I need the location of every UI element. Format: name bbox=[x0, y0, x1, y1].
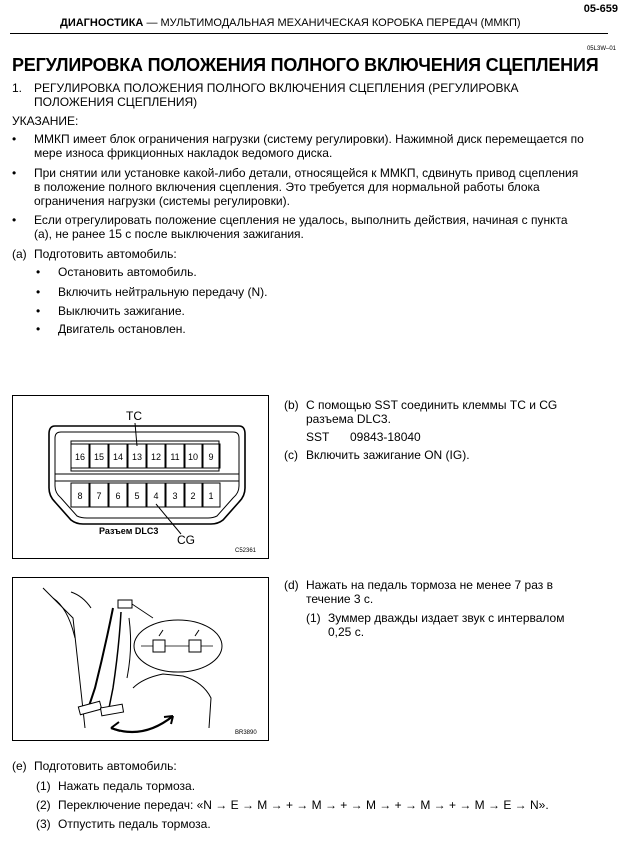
connector-caption: Разъем DLC3 bbox=[99, 526, 159, 536]
step-d-sub-number: (1) bbox=[306, 611, 321, 625]
step-e-item-number: (3) bbox=[36, 817, 51, 831]
pin-label: 5 bbox=[134, 491, 140, 501]
figure-code: C52361 bbox=[235, 548, 257, 554]
step-a-item-text: Выключить зажигание. bbox=[58, 304, 185, 318]
sst-value: 09843-18040 bbox=[350, 430, 421, 444]
hint-line: При снятии или установке какой-либо детали, относящейся к ММКП, сдвинуть привод сцепления bbox=[34, 166, 579, 180]
figure-code: BR3890 bbox=[235, 730, 257, 736]
dlc3-connector-drawing bbox=[13, 396, 268, 558]
pin-label: 14 bbox=[112, 452, 124, 462]
hint-item bbox=[12, 166, 612, 210]
step-c-text: Включить зажигание ON (IG). bbox=[306, 448, 470, 462]
switch-detail bbox=[153, 640, 165, 652]
pin-label: 13 bbox=[131, 452, 143, 462]
header-title: — МУЛЬТИМОДАЛЬНАЯ МЕХАНИЧЕСКАЯ КОРОБКА ПЕРЕДАЧ (ММКП) bbox=[143, 17, 521, 29]
step-e-label: (e) bbox=[12, 759, 27, 773]
hint-line: ММКП имеет блок ограничения нагрузки (систему регулировки). Нажимной диск перемещается по bbox=[34, 132, 584, 146]
hint-line: Если отрегулировать положение сцепления не удалось, выполнить действия, начиная с пункта bbox=[34, 213, 568, 227]
connector-rail bbox=[55, 474, 239, 481]
step-e-item-number: (1) bbox=[36, 779, 51, 793]
step-1-number: 1. bbox=[12, 81, 23, 95]
step-e-item-text: Отпустить педаль тормоза. bbox=[58, 817, 211, 831]
dlc3-figure bbox=[12, 395, 269, 559]
bullet: • bbox=[36, 285, 41, 299]
step-e-item-number: (2) bbox=[36, 798, 51, 812]
step-a-item bbox=[36, 304, 436, 320]
step-d-line: Нажать на педаль тормоза не менее 7 раз в bbox=[306, 578, 553, 592]
pin-label: 7 bbox=[96, 491, 102, 501]
pedal-drawing bbox=[13, 578, 268, 740]
bullet: • bbox=[12, 132, 17, 146]
step-a-item-text: Двигатель остановлен. bbox=[58, 322, 186, 336]
cg-leader-line bbox=[156, 504, 181, 534]
pin-label: 9 bbox=[208, 452, 214, 462]
switch-detail bbox=[189, 640, 201, 652]
brake-pedal-arm bbox=[89, 608, 113, 706]
step-b-label: (b) bbox=[284, 398, 299, 412]
hint-line: мере износа фрикционных накладок ведомого диска. bbox=[34, 146, 333, 160]
pedal-motion-arrow bbox=[111, 716, 173, 732]
step-b-line: С помощью SST соединить клеммы TC и CG bbox=[306, 398, 558, 412]
page-title: РЕГУЛИРОВКА ПОЛОЖЕНИЯ ПОЛНОГО ВКЛЮЧЕНИЯ СЦЕПЛЕНИЯ bbox=[12, 55, 599, 75]
top-pin-row bbox=[71, 441, 220, 471]
pin-label: 12 bbox=[150, 452, 162, 462]
pin-label: 2 bbox=[190, 491, 196, 501]
stop-lamp-switch bbox=[118, 600, 132, 608]
step-c-label: (c) bbox=[284, 448, 298, 462]
pin-label: 8 bbox=[77, 491, 83, 501]
bullet: • bbox=[36, 322, 41, 336]
hint-item bbox=[12, 132, 612, 162]
pin-label: 1 bbox=[208, 491, 214, 501]
step-d-line: течение 3 с. bbox=[306, 592, 374, 606]
pin-label: 10 bbox=[187, 452, 199, 462]
clutch-pedal-pad bbox=[100, 704, 123, 716]
hint-line: (а), не ранее 15 с после выключения зажигания. bbox=[34, 227, 304, 241]
sst-label: SST bbox=[306, 430, 330, 444]
bullet: • bbox=[36, 304, 41, 318]
bullet: • bbox=[12, 213, 17, 227]
bullet: • bbox=[12, 166, 17, 180]
hint-line: в положение полного включения сцепления. Это требуется для нормальной работы блока bbox=[34, 180, 540, 194]
header-section: ДИАГНОСТИКА bbox=[60, 17, 144, 29]
pin-label: 16 bbox=[74, 452, 86, 462]
document-code: 05L3W–01 bbox=[586, 46, 616, 52]
bottom-pin-row bbox=[71, 483, 220, 507]
cg-label: CG bbox=[177, 533, 195, 547]
hint-label: УКАЗАНИЕ: bbox=[12, 114, 79, 128]
step-1-title-line: ПОЛОЖЕНИЯ СЦЕПЛЕНИЯ) bbox=[34, 95, 198, 109]
header-divider bbox=[10, 33, 608, 34]
step-b-line: разъема DLC3. bbox=[306, 412, 391, 426]
gear-shift-sequence: Переключение передач: «N → E → M → + → M → + → M → + → M → + → M → E → N». bbox=[58, 798, 549, 812]
clutch-pedal-arm bbox=[109, 612, 121, 708]
step-a-item-text: Включить нейтральную передачу (N). bbox=[58, 285, 268, 299]
step-1-title bbox=[34, 81, 594, 109]
pin-label: 6 bbox=[115, 491, 121, 501]
hint-line: ограничения нагрузки (системы регулировки). bbox=[34, 194, 290, 208]
step-d-label: (d) bbox=[284, 578, 299, 592]
page-header bbox=[60, 17, 521, 29]
step-e-text: Подготовить автомобиль: bbox=[34, 759, 177, 773]
hint-item bbox=[12, 213, 612, 243]
pin-label: 15 bbox=[93, 452, 105, 462]
pin-label: 4 bbox=[153, 491, 159, 501]
tc-label: TC bbox=[126, 409, 142, 423]
step-a-item bbox=[36, 285, 436, 301]
pin-label: 11 bbox=[170, 452, 180, 462]
step-e-item-text: Нажать педаль тормоза. bbox=[58, 779, 196, 793]
step-1 bbox=[12, 81, 612, 111]
step-a-item-text: Остановить автомобиль. bbox=[58, 265, 197, 279]
page-number: 05-659 bbox=[583, 3, 618, 15]
step-d-sub-line: 0,25 с. bbox=[328, 625, 365, 639]
step-a-item bbox=[36, 265, 436, 281]
step-a-text: Подготовить автомобиль: bbox=[34, 247, 177, 261]
bullet: • bbox=[36, 265, 41, 279]
step-a-item bbox=[36, 322, 436, 338]
step-d-sub-line: Зуммер дважды издает звук с интервалом bbox=[328, 611, 565, 625]
step-1-title-line: РЕГУЛИРОВКА ПОЛОЖЕНИЯ ПОЛНОГО ВКЛЮЧЕНИЯ СЦЕПЛЕНИЯ (РЕГУЛИРОВКА bbox=[34, 81, 519, 95]
step-a-label: (a) bbox=[12, 247, 27, 261]
pedal-figure bbox=[12, 577, 269, 741]
pin-label: 3 bbox=[172, 491, 178, 501]
